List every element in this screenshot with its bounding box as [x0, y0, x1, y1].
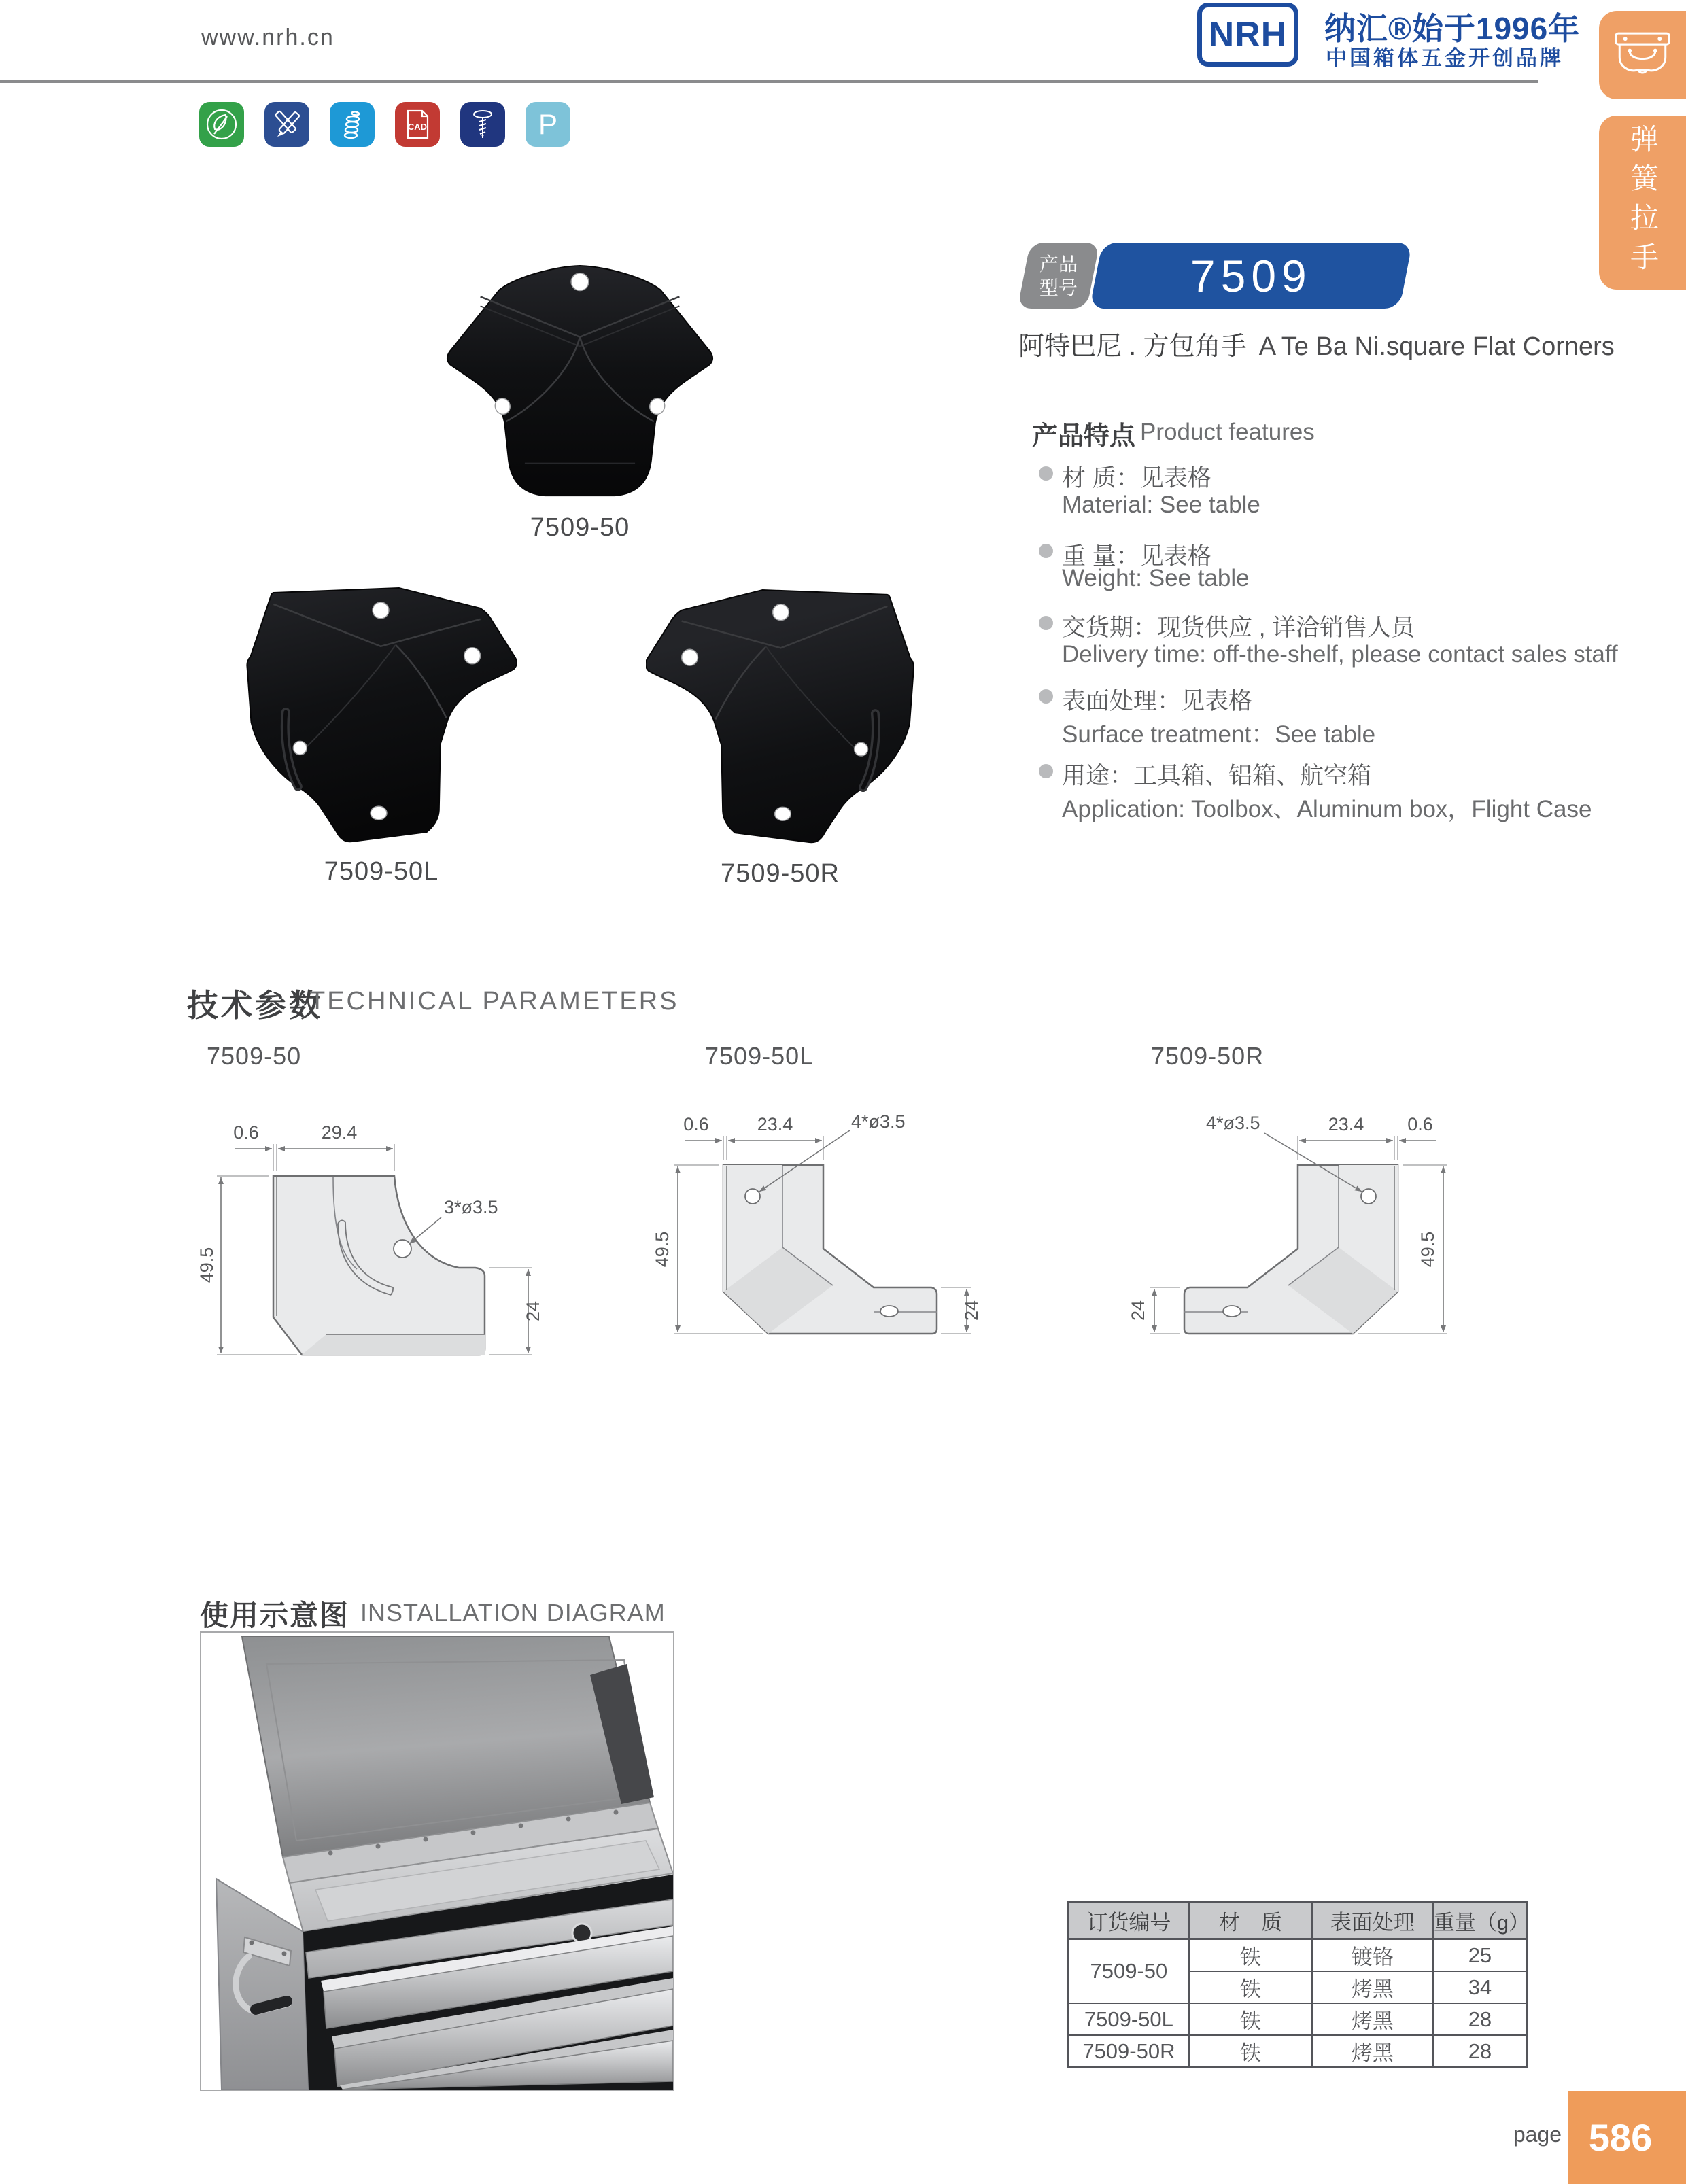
drawing-label-7509-50: 7509-50	[207, 1042, 302, 1070]
svg-text:49.5: 49.5	[1417, 1231, 1438, 1268]
product-type-badge-line1: 产品	[1039, 253, 1078, 275]
technical-drawing-7509-50	[187, 1084, 547, 1370]
table-row	[1069, 2035, 1528, 2068]
svg-text:CAD: CAD	[407, 122, 428, 132]
cell-surface: 镀铬	[1312, 1939, 1433, 1972]
product-type-badge-line2: 型号	[1039, 277, 1078, 298]
product-model-banner	[1090, 243, 1413, 309]
sidebar-category-label: 弹簧拉手	[1627, 124, 1659, 281]
feature-item-cn: 交货期：现货供应 , 详洽销售人员	[1062, 614, 1415, 641]
feature-item-en: Weight: See table	[1062, 565, 1250, 591]
svg-text:P: P	[538, 108, 558, 140]
page-label: page	[1513, 2122, 1562, 2147]
drawing-label-7509-50L: 7509-50L	[705, 1042, 814, 1070]
svg-text:24: 24	[1128, 1300, 1148, 1321]
drawing-label-7509-50R: 7509-50R	[1151, 1042, 1264, 1070]
technical-drawing-7509-50L	[642, 1084, 996, 1356]
technical-drawing-7509-50R	[1125, 1084, 1479, 1356]
drawbolt-handle-icon	[1612, 27, 1673, 83]
feature-item-en: Delivery time: off-the-shelf, please contact sales staff	[1062, 641, 1618, 668]
feature-item-cn: 材 质：见表格	[1062, 465, 1211, 491]
eco-leaf-icon	[199, 102, 244, 147]
product-photo-7509-50	[443, 262, 717, 542]
feature-item-en: Material: See table	[1062, 491, 1260, 518]
svg-text:29.4: 29.4	[321, 1122, 358, 1143]
product-model-number: 7509	[1190, 250, 1312, 301]
table-row	[1069, 2003, 1528, 2035]
product-photo-7509-50L	[246, 587, 517, 886]
svg-text:49.5: 49.5	[652, 1231, 672, 1268]
site-url: www.nrh.cn	[201, 24, 334, 50]
col-material: 材 质	[1189, 1902, 1312, 1939]
svg-text:24: 24	[961, 1300, 982, 1321]
installation-photo	[200, 1631, 674, 2091]
header-divider	[0, 80, 1538, 83]
page-number: 586	[1588, 2116, 1653, 2159]
spring-icon	[330, 102, 375, 147]
bullet-icon	[1039, 466, 1053, 481]
brand-subtitle: 中国箱体五金开创品牌	[1326, 46, 1564, 70]
feature-item-cn: 表面处理：见表格	[1062, 688, 1253, 714]
page-number-box	[1568, 2091, 1686, 2184]
cell-model: 7509-50R	[1069, 2035, 1189, 2068]
parts-icon	[526, 102, 570, 147]
svg-text:0.6: 0.6	[683, 1114, 709, 1134]
svg-text:0.6: 0.6	[1407, 1114, 1433, 1134]
product-label: 7509-50	[530, 513, 630, 542]
product-label: 7509-50L	[324, 857, 439, 886]
svg-text:4*ø3.5: 4*ø3.5	[1206, 1113, 1260, 1133]
cad-file-icon	[395, 102, 440, 147]
cell-surface: 烤黑	[1312, 2003, 1433, 2035]
cell-surface: 烤黑	[1312, 1971, 1433, 2003]
cell-material: 铁	[1189, 2003, 1312, 2035]
cell-material: 铁	[1189, 2035, 1312, 2068]
col-order-number: 订货编号	[1069, 1902, 1189, 1939]
feature-item-cn: 用途：工具箱、铝箱、航空箱	[1062, 763, 1372, 789]
features-title-en: Product features	[1140, 419, 1315, 445]
product-subtitle-cn: 阿特巴尼 . 方包角手	[1018, 332, 1247, 361]
toolbox-side-panel	[216, 1879, 309, 2090]
bullet-icon	[1039, 616, 1053, 630]
installation-title-cn: 使用示意图	[200, 1599, 350, 1631]
bullet-icon	[1039, 689, 1053, 704]
certification-badge-row	[199, 102, 570, 147]
feature-item-en: Surface treatment：See table	[1062, 721, 1376, 748]
design-tools-icon	[264, 102, 309, 147]
spec-table-header-row	[1069, 1902, 1528, 1939]
svg-text:24: 24	[523, 1300, 543, 1322]
product-subtitle	[1018, 325, 1615, 362]
svg-text:23.4: 23.4	[1328, 1114, 1364, 1134]
bullet-icon	[1039, 764, 1053, 778]
spec-table	[1067, 1901, 1528, 2068]
col-weight: 重量（g）	[1433, 1902, 1528, 1939]
features-title-cn: 产品特点	[1032, 422, 1136, 451]
svg-text:3*ø3.5: 3*ø3.5	[444, 1197, 498, 1217]
cell-surface: 烤黑	[1312, 2035, 1433, 2068]
cell-weight: 28	[1433, 2003, 1528, 2035]
table-row	[1069, 1939, 1528, 1972]
cell-model: 7509-50L	[1069, 2003, 1189, 2035]
feature-item-cn: 重 量：见表格	[1062, 543, 1211, 570]
cell-material: 铁	[1189, 1939, 1312, 1972]
svg-text:23.4: 23.4	[757, 1114, 793, 1134]
technical-title-en: TECHNICAL PARAMETERS	[309, 987, 679, 1016]
product-type-badge	[1018, 243, 1100, 309]
installation-title-en: INSTALLATION DIAGRAM	[360, 1599, 666, 1627]
product-photo-7509-50R	[646, 589, 914, 888]
cell-model: 7509-50	[1069, 1939, 1189, 2004]
cell-material: 铁	[1189, 1971, 1312, 2003]
technical-title-cn: 技术参数	[187, 988, 323, 1023]
product-subtitle-en: A Te Ba Ni.square Flat Corners	[1258, 332, 1615, 361]
nrh-logo	[1197, 3, 1298, 67]
cell-weight: 34	[1433, 1971, 1528, 2003]
brand-tagline: 纳汇®始于1996年	[1324, 11, 1581, 46]
bullet-icon	[1039, 544, 1053, 558]
col-surface: 表面处理	[1312, 1902, 1433, 1939]
product-label: 7509-50R	[721, 859, 840, 888]
sidebar-category-tab[interactable]	[1599, 116, 1686, 290]
feature-item-en: Application: Toolbox、Aluminum box，Flight Case	[1062, 796, 1592, 822]
cell-weight: 25	[1433, 1939, 1528, 1972]
screw-icon	[460, 102, 505, 147]
svg-text:49.5: 49.5	[196, 1247, 217, 1283]
nrh-logo-text: NRH	[1208, 15, 1288, 54]
svg-text:0.6: 0.6	[233, 1122, 259, 1143]
cell-weight: 28	[1433, 2035, 1528, 2068]
sidebar-category-icon-tab[interactable]	[1599, 11, 1686, 99]
svg-text:4*ø3.5: 4*ø3.5	[851, 1111, 906, 1132]
